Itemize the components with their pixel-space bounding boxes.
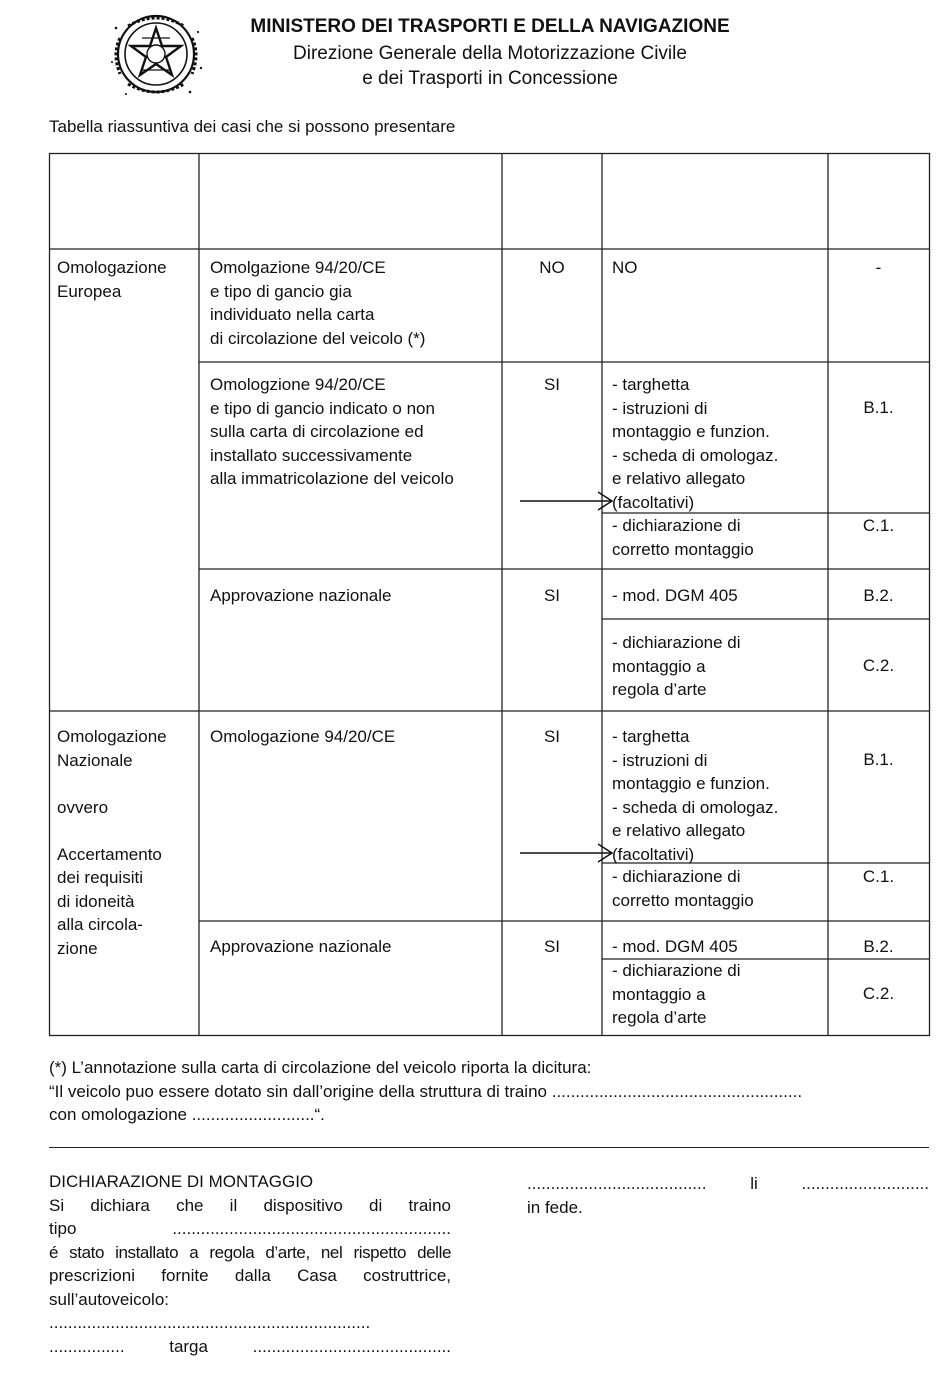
table-row-flag: SI [543,727,561,746]
table-row-ref: B.2. [863,586,894,605]
table-row-doc: - dichiarazione di montaggio a regola d’arte [612,633,741,699]
table-row-ref: B.1. [863,750,894,769]
table-row-ref: - [875,258,882,277]
ministry-title: MINISTERO DEI TRASPORTI E DELLA NAVIGAZIONE [250,16,730,37]
table-row-doc: - targhetta - istruzioni di montaggio e funzion. - scheda di omologaz. e relativo allegato (facoltativi) [612,375,779,512]
declaration-title: DICHIARAZIONE DI MONTAGGIO [49,1172,314,1191]
footnote-line: “Il veicolo puo essere dotato sin dall’origine della struttura di traino ..................................................... [49,1081,803,1101]
declaration-line: .................................................................... [49,1313,371,1332]
group-label-nazionale: Omologazione Nazionale ovvero Accertamento dei requisiti di idoneità alla circola- zione [57,727,167,958]
subtitle-line-2: e dei Trasporti in Concessione [362,68,618,89]
table-row-ref: C.1. [862,516,895,535]
table-row-doc: - mod. DGM 405 [612,937,738,956]
table-row-case: Omologazione 94/20/CE [210,727,396,746]
declaration-line: sull’autoveicolo: [49,1289,170,1309]
divider [49,1147,929,1148]
table-row-ref: C.2. [862,656,895,675]
declaration-line: ................ targa .......................................... [49,1336,451,1356]
table-row-doc: - dichiarazione di montaggio a regola d’arte [612,961,741,1027]
table-row-flag: SI [543,375,561,394]
footnote [49,1056,929,1127]
table-row-case: Approvazione nazionale [210,937,392,956]
subtitle-line-1: Direzione Generale della Motorizzazione Civile [293,43,687,64]
footnote-line: (*) L’annotazione sulla carta di circolazione del veicolo riporta la dicitura: [49,1058,592,1077]
declaration-line: tipo ........................................................... [49,1219,451,1238]
group-label-europea: Omologazione Europea [57,258,167,301]
table-row-case: Approvazione nazionale [210,586,392,605]
table-row-doc: - dichiarazione di corretto montaggio [612,867,754,910]
table-row-doc: - dichiarazione di corretto montaggio [612,516,754,559]
table-row-flag: SI [543,586,561,605]
mounting-declaration [49,1170,451,1358]
table-row-doc: - mod. DGM 405 [612,586,738,605]
table-row-doc: - targhetta - istruzioni di montaggio e funzion. - scheda di omologaz. e relativo allegato (facoltativi) [612,727,779,864]
declaration-line: Si dichiara che il dispositivo di traino [49,1195,451,1215]
table-row-flag: NO [539,258,565,277]
table-row-doc: NO [612,258,638,277]
place-date-line: ...................................... li ........................... [527,1174,929,1193]
table-caption: Tabella riassuntiva dei casi che si possono presentare [49,117,456,136]
footnote-line: con omologazione ..........................“. [49,1105,325,1124]
arrow-right-icon [518,842,618,864]
table-row-case: Omologzione 94/20/CE e tipo di gancio indicato o non sulla carta di circolazione ed installato successivamente alla immatricolazione del veicolo [210,375,454,488]
declaration-line: prescrizioni fornite dalla Casa costruttrice, [49,1266,451,1285]
declaration-line: é stato installato a regola d’arte, nel rispetto delle [49,1242,451,1262]
arrow-right-icon [518,490,618,512]
table-row-flag: SI [543,937,561,956]
table-row-ref: C.1. [862,867,895,886]
in-fede-label: in fede. [527,1197,583,1217]
table-row-ref: C.2. [862,984,895,1003]
table-row-ref: B.1. [863,398,894,417]
table-row-case: Omolgazione 94/20/CE e tipo di gancio gia individuato nella carta di circolazione del veicolo (*) [210,258,426,348]
signature-block [527,1172,929,1219]
table-row-ref: B.2. [863,937,894,956]
